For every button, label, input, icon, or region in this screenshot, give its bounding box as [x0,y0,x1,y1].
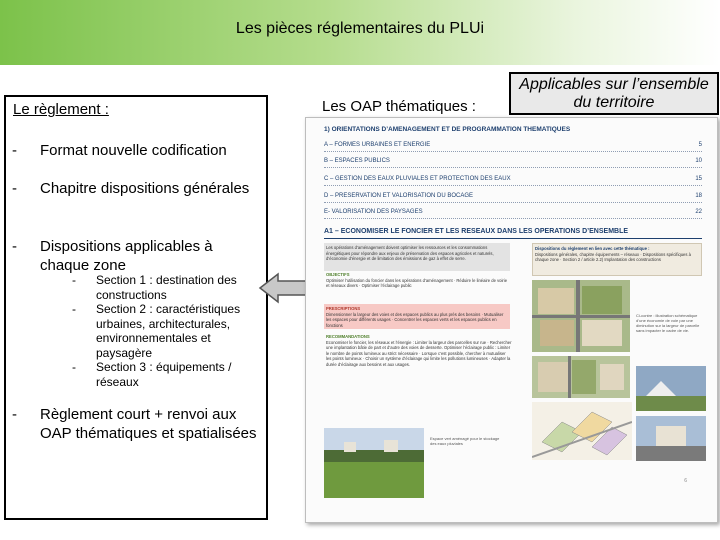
oap-title: Les OAP thématiques : [322,98,476,115]
aerial-photo-bottom [532,356,630,398]
toc-row: A – FORMES URBAINES ET ENERGIE 5 [324,142,702,152]
sub-bullet-text: Section 2 : caractéristiques urbaines, architecturales, environnementales et paysagère [96,302,241,360]
arrow-left-icon [258,272,310,304]
photo-caption: Espace vert aménagé pour le stockage des eaux pluviales [430,436,500,446]
page-title: Les pièces réglementaires du PLUi [235,20,485,37]
reglement-title: Le règlement : [13,101,109,118]
toc-row: C – GESTION DES EAUX PLUVIALES ET PROTECTION DES EAUX 15 [324,176,702,186]
bullet-text: Format nouvelle codification [40,142,227,159]
diagram-caption: Ci-contre : illustration schématique d’une économie de voie par une diminution sur la largeur de parcelle sans impacter le cadre de vie. [636,313,700,333]
toc-row: B – ESPACES PUBLICS 10 [324,158,702,168]
sub-bullet-text: Section 3 : équipements / réseaux [96,360,232,389]
bullet-text: Dispositions applicables à chaque zone [40,238,213,274]
toc-title: 1) ORIENTATIONS D’AMENAGEMENT ET DE PROGRAMMATION THEMATIQUES [324,126,571,133]
intro-box: Les opérations d’aménagement doivent optimiser les ressources et les consommations énergétiques pour répondre aux enjeux de préservation des espaces agricoles et naturels, d’économie d’énergie et de limitation des émissions de gaz à effet de serre. [324,243,510,271]
sub-bullet-text: Section 1 : destination des constructions [96,273,237,302]
reglement-panel: Le règlement : - Format nouvelle codification - Chapitre dispositions générales - Dispositions applicables à chaque zone - Section 1 : destination des constructions - Section 2 : caractéristiques urbaines, architecturales, environnementales et paysagère - Section 3 : équipements / réseaux - Règlement court + renvoi aux OAP thématiques et spatialisées [4,95,268,520]
recommandations-box: RECOMMANDATIONS Economiser le foncier, les réseaux et l’énergie : Limiter la largeur des parcelles sur rue · Rechercher une implantation bâtie de part et d’autre des voies de desserte. Optimiser l’éclairage public : Limiter le nombre de points lumineux au strict nécessaire · Lorsque c’est possible, chercher à mutualiser les points lumineux · Choisir un système d’éclairage qui limite les pollutions lumineuses · Adapter la durée d’éclairage aux besoins et aux usages. [326,334,512,367]
street-diagram [532,402,632,460]
page-number: 6 [684,478,687,484]
section-title: A1 – ECONOMISER LE FONCIER ET LES RESEAUX DANS LES OPERATIONS D’ENSEMBLE [324,228,629,235]
territory-callout: Applicables sur l’ensemble du territoire [509,72,719,115]
park-photo [324,428,424,498]
aerial-photo-top [532,280,630,352]
bullet-text: Règlement court + renvoi aux OAP thématiques et spatialisées [40,406,257,442]
dispositions-box: Dispositions du règlement en lien avec cette thématique : Dispositions générales, chapitre équipements – réseaux · Dispositions spécifiques à chaque zone · Section 2 / article 2.2) Implantation des constructions [532,243,702,276]
street-photos [636,366,706,461]
section-divider [324,238,702,239]
bullet-text: Chapitre dispositions générales [40,180,250,197]
oap-document-thumbnail [305,117,718,523]
toc-row: E- VALORISATION DES PAYSAGES 22 [324,209,702,219]
header-banner [0,0,720,65]
objectifs-box: OBJECTIFS Optimiser l’utilisation du foncier dans les opérations d’aménagement · Réduire le linéaire de voirie et réseaux divers · Optimiser l’éclairage public [326,272,508,288]
prescriptions-box: PRESCRIPTIONS Dimensionner la largeur des voies et des espaces publics au plus près des besoins · Mutualiser les espaces pour différents usages · Concentrer les espaces verts et les espaces publics en fonctions [324,304,510,329]
toc-row: D – PRESERVATION ET VALORISATION DU BOCAGE 18 [324,193,702,203]
